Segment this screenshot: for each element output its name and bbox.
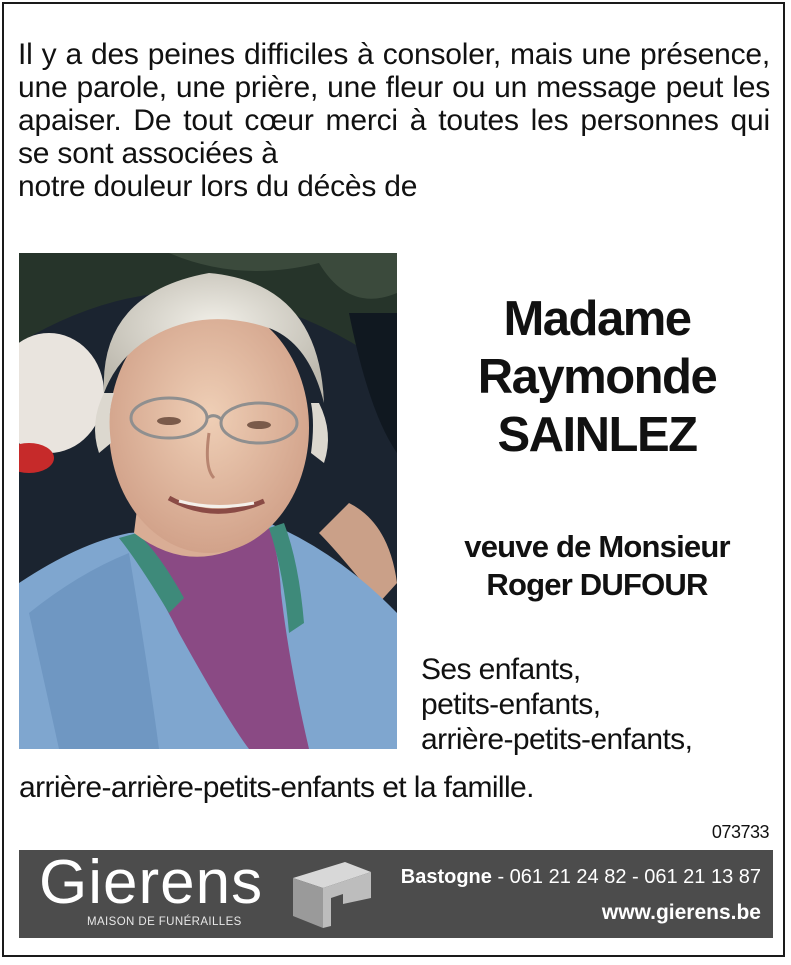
portrait-illustration <box>19 253 397 749</box>
contact-line <box>401 866 761 889</box>
family-line-2: petits-enfants, <box>421 688 601 721</box>
widow-of <box>408 528 786 604</box>
phone-numbers: - 061 21 24 82 - 061 21 13 87 <box>491 866 761 888</box>
widow-line-1: veuve de Monsieur <box>464 529 730 564</box>
intro-text: Il y a des peines difficiles à consoler, mais une présence, une parole, une prière, une fleur ou un message peut les apaiser. De tout cœur merci à toutes les personnes qui se sont associées à <box>18 38 770 170</box>
deceased-last-name: SAINLEZ <box>497 408 697 462</box>
intro-paragraph <box>18 38 770 203</box>
reference-number: 073733 <box>711 822 769 842</box>
website-link[interactable]: www.gierens.be <box>601 901 761 924</box>
funeral-home-logo: Gierens <box>39 848 264 917</box>
city: Bastogne <box>400 866 492 888</box>
deceased-title: Madame <box>503 292 691 346</box>
portrait-photo <box>19 253 397 749</box>
deceased-name <box>408 290 786 464</box>
family-line-1: Ses enfants, <box>421 653 581 686</box>
family-list <box>421 652 692 757</box>
deceased-first-name: Raymonde <box>477 350 717 404</box>
intro-last-line: notre douleur lors du décès de <box>18 170 418 203</box>
family-line-4: arrière-arrière-petits-enfants et la famille. <box>19 771 534 804</box>
widow-line-2: Roger DUFOUR <box>486 567 708 602</box>
funeral-home-tagline: MAISON DE FUNÉRAILLES <box>87 916 242 928</box>
funeral-home-banner <box>19 850 773 938</box>
logo-mark-icon <box>283 858 379 930</box>
family-line-3: arrière-petits-enfants, <box>421 723 693 756</box>
